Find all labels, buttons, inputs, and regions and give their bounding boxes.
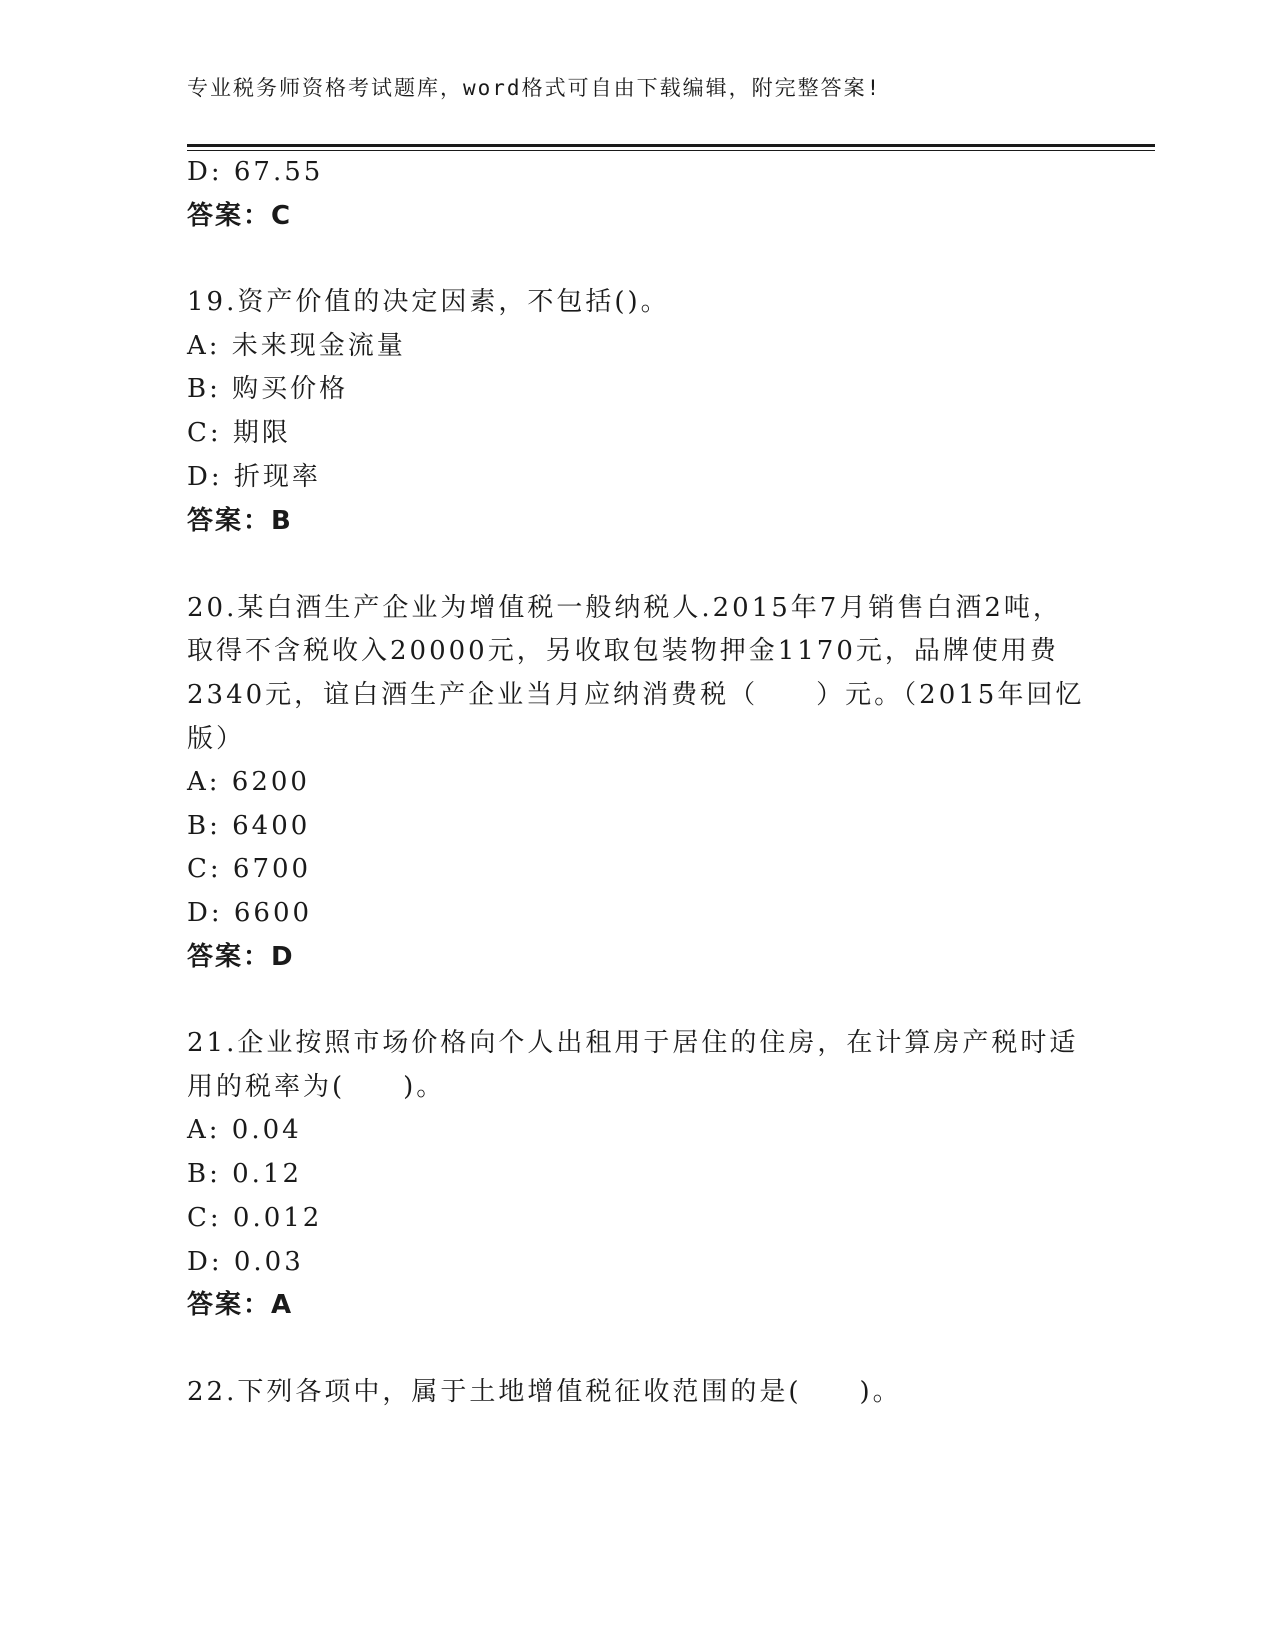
q19-option-d: D: 折现率 [187, 462, 321, 492]
header-divider-thick [187, 144, 1155, 147]
q20-answer: 答案：D [187, 942, 295, 972]
q19-option-b: B: 购买价格 [187, 374, 349, 404]
q21-answer: 答案：A [187, 1290, 294, 1320]
q21-stem-line-1: 21.企业按照市场价格向个人出租用于居住的住房，在计算房产税时适 [187, 1028, 1079, 1058]
q20-stem-line-3: 2340元，谊白酒生产企业当月应纳消费税（ ）元。（2015年回忆 [187, 680, 1085, 710]
q20-stem-line-1: 20.某白酒生产企业为增值税一般纳税人.2015年7月销售白酒2吨， [187, 593, 1062, 623]
q19-stem: 19.资产价值的决定因素，不包括()。 [187, 287, 670, 317]
q19-option-c: C: 期限 [187, 418, 291, 448]
page-header: 专业税务师资格考试题库，word格式可自由下载编辑，附完整答案! [187, 76, 882, 100]
q20-stem-line-2: 取得不含税收入20000元，另收取包装物押金1170元，品牌使用费 [187, 636, 1059, 666]
q20-option-d: D: 6600 [187, 898, 313, 928]
q21-option-a: A: 0.04 [187, 1115, 302, 1145]
q22-stem: 22.下列各项中，属于土地增值税征收范围的是( )。 [187, 1377, 902, 1407]
prev-answer: 答案：C [187, 201, 293, 231]
q19-option-a: A: 未来现金流量 [187, 331, 406, 361]
q20-option-c: C: 6700 [187, 854, 312, 884]
header-divider-thin [187, 150, 1155, 151]
q21-option-b: B: 0.12 [187, 1159, 303, 1189]
q21-option-d: D: 0.03 [187, 1247, 304, 1277]
q21-option-c: C: 0.012 [187, 1203, 323, 1233]
prev-option-d: D: 67.55 [187, 157, 324, 187]
q21-stem-line-2: 用的税率为( )。 [187, 1072, 446, 1102]
q20-option-b: B: 6400 [187, 811, 311, 841]
q20-option-a: A: 6200 [187, 767, 310, 797]
q19-answer: 答案：B [187, 506, 293, 536]
q20-stem-line-4: 版） [187, 724, 246, 754]
